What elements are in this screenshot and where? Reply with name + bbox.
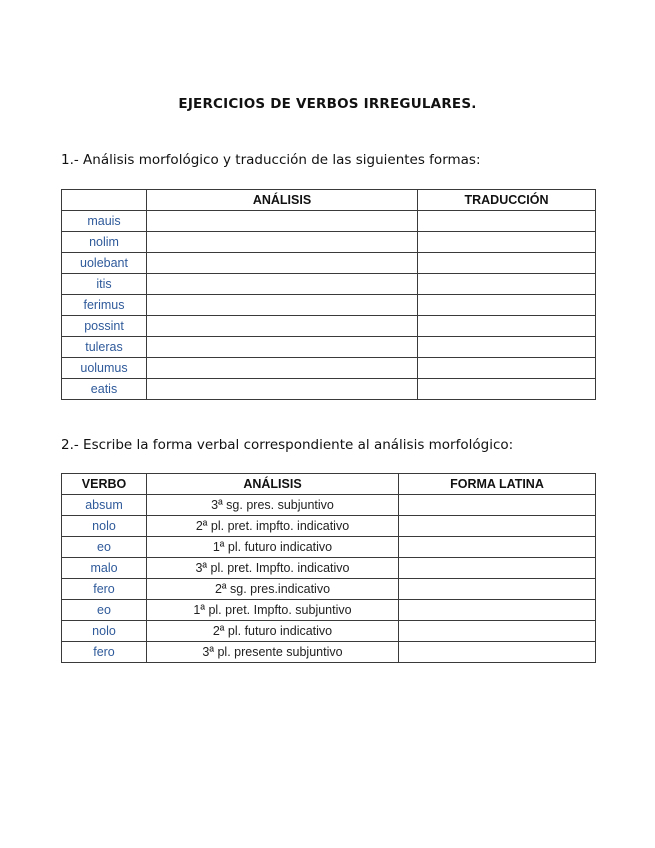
analysis-cell: 3ª pl. pret. Impfto. indicativo	[147, 558, 399, 579]
exercise2-instruction: 2.- Escribe la forma verbal correspondiente al análisis morfológico:	[61, 437, 514, 453]
table-row	[62, 295, 596, 316]
verb-form-cell: eatis	[62, 379, 147, 400]
analysis-cell: 3ª pl. presente subjuntivo	[147, 642, 399, 663]
verb-form-cell: uolebant	[62, 253, 147, 274]
translation-answer-cell[interactable]	[418, 253, 596, 274]
header-analisis: ANÁLISIS	[147, 190, 418, 211]
translation-answer-cell[interactable]	[418, 316, 596, 337]
verb-form-cell: uolumus	[62, 358, 147, 379]
table-row	[62, 495, 596, 516]
translation-answer-cell[interactable]	[418, 379, 596, 400]
verb-form-cell: possint	[62, 316, 147, 337]
latin-form-answer-cell[interactable]	[399, 579, 596, 600]
analysis-answer-cell[interactable]	[147, 316, 418, 337]
verb-cell: nolo	[62, 516, 147, 537]
latin-form-answer-cell[interactable]	[399, 558, 596, 579]
table-row	[62, 232, 596, 253]
table-row	[62, 642, 596, 663]
verb-cell: nolo	[62, 621, 147, 642]
verb-cell: fero	[62, 642, 147, 663]
verb-form-cell: tuleras	[62, 337, 147, 358]
exercise2-table	[61, 473, 596, 663]
table-row	[62, 579, 596, 600]
latin-form-answer-cell[interactable]	[399, 600, 596, 621]
translation-answer-cell[interactable]	[418, 274, 596, 295]
latin-form-answer-cell[interactable]	[399, 537, 596, 558]
header-traduccion: TRADUCCIÓN	[418, 190, 596, 211]
table-row	[62, 337, 596, 358]
table-header-row	[62, 190, 596, 211]
analysis-cell: 2ª sg. pres.indicativo	[147, 579, 399, 600]
table-row	[62, 316, 596, 337]
header-analisis: ANÁLISIS	[147, 474, 399, 495]
translation-answer-cell[interactable]	[418, 358, 596, 379]
verb-form-cell: ferimus	[62, 295, 147, 316]
verb-cell: eo	[62, 600, 147, 621]
table-row	[62, 516, 596, 537]
table-row	[62, 253, 596, 274]
analysis-answer-cell[interactable]	[147, 358, 418, 379]
translation-answer-cell[interactable]	[418, 211, 596, 232]
header-verbo: VERBO	[62, 474, 147, 495]
table-row	[62, 558, 596, 579]
translation-answer-cell[interactable]	[418, 295, 596, 316]
analysis-answer-cell[interactable]	[147, 211, 418, 232]
latin-form-answer-cell[interactable]	[399, 621, 596, 642]
analysis-cell: 1ª pl. futuro indicativo	[147, 537, 399, 558]
analysis-cell: 2ª pl. futuro indicativo	[147, 621, 399, 642]
table-row	[62, 537, 596, 558]
analysis-answer-cell[interactable]	[147, 379, 418, 400]
table-row	[62, 211, 596, 232]
analysis-answer-cell[interactable]	[147, 253, 418, 274]
latin-form-answer-cell[interactable]	[399, 642, 596, 663]
verb-form-cell: itis	[62, 274, 147, 295]
page-title: EJERCICIOS DE VERBOS IRREGULARES.	[178, 96, 477, 112]
verb-cell: malo	[62, 558, 147, 579]
exercise1-table	[61, 189, 596, 400]
header-empty	[62, 190, 147, 211]
analysis-answer-cell[interactable]	[147, 274, 418, 295]
table-row	[62, 379, 596, 400]
table-header-row	[62, 474, 596, 495]
header-forma-latina: FORMA LATINA	[399, 474, 596, 495]
verb-form-cell: mauis	[62, 211, 147, 232]
table-row	[62, 274, 596, 295]
verb-cell: fero	[62, 579, 147, 600]
latin-form-answer-cell[interactable]	[399, 516, 596, 537]
analysis-cell: 1ª pl. pret. Impfto. subjuntivo	[147, 600, 399, 621]
table-row	[62, 358, 596, 379]
latin-form-answer-cell[interactable]	[399, 495, 596, 516]
analysis-answer-cell[interactable]	[147, 295, 418, 316]
table-row	[62, 600, 596, 621]
translation-answer-cell[interactable]	[418, 337, 596, 358]
analysis-cell: 2ª pl. pret. impfto. indicativo	[147, 516, 399, 537]
exercise1-instruction: 1.- Análisis morfológico y traducción de las siguientes formas:	[61, 152, 481, 168]
verb-cell: absum	[62, 495, 147, 516]
analysis-answer-cell[interactable]	[147, 337, 418, 358]
analysis-cell: 3ª sg. pres. subjuntivo	[147, 495, 399, 516]
verb-form-cell: nolim	[62, 232, 147, 253]
verb-cell: eo	[62, 537, 147, 558]
table-row	[62, 621, 596, 642]
analysis-answer-cell[interactable]	[147, 232, 418, 253]
translation-answer-cell[interactable]	[418, 232, 596, 253]
